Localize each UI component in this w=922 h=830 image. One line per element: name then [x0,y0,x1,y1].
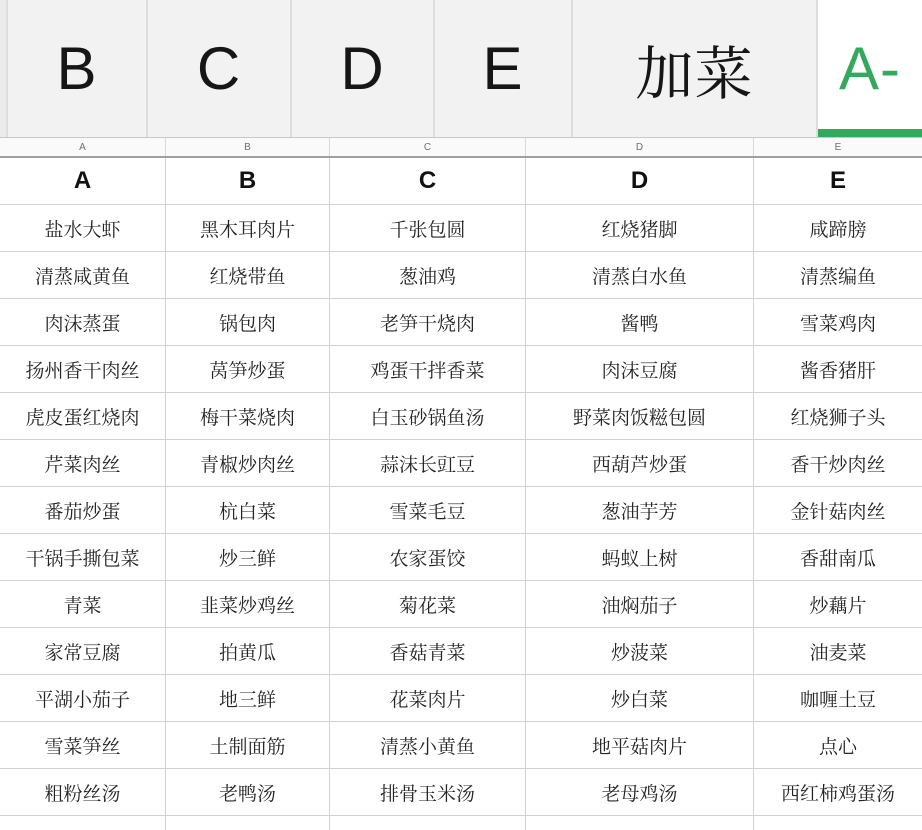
table-cell-empty-c1[interactable] [0,816,166,830]
table-cell-r13c3[interactable]: 清蒸小黄鱼 [330,722,526,769]
column-header-A[interactable]: A [0,138,166,156]
table-cell-r6c4[interactable]: 野菜肉饭糍包圆 [526,393,754,440]
table-cell-r10c4[interactable]: 油焖茄子 [526,581,754,628]
table-cell-r2c3[interactable]: 千张包圆 [330,205,526,252]
table-cell-r12c3[interactable]: 花菜肉片 [330,675,526,722]
sheet-tab-加菜[interactable]: 加菜 [573,0,818,137]
table-cell-r11c4[interactable]: 炒菠菜 [526,628,754,675]
table-cell-r6c1[interactable]: 虎皮蛋红烧肉 [0,393,166,440]
table-cell-r14c1[interactable]: 粗粉丝汤 [0,769,166,816]
table-cell-r4c5[interactable]: 雪菜鸡肉 [754,299,922,346]
table-cell-r2c1[interactable]: 盐水大虾 [0,205,166,252]
table-cell-r7c3[interactable]: 蒜沫长豇豆 [330,440,526,487]
table-cell-r2c2[interactable]: 黑木耳肉片 [166,205,330,252]
sheet-grid [0,158,922,830]
cell-C1[interactable]: C [330,158,526,205]
table-cell-r3c1[interactable]: 清蒸咸黄鱼 [0,252,166,299]
table-cell-r4c2[interactable]: 锅包肉 [166,299,330,346]
active-tab-underline [818,129,922,137]
table-cell-r3c4[interactable]: 清蒸白水鱼 [526,252,754,299]
table-cell-r4c3[interactable]: 老笋干烧肉 [330,299,526,346]
table-cell-r5c5[interactable]: 酱香猪肝 [754,346,922,393]
table-cell-r10c2[interactable]: 韭菜炒鸡丝 [166,581,330,628]
cell-E1[interactable]: E [754,158,922,205]
table-cell-r2c5[interactable]: 咸蹄膀 [754,205,922,252]
table-cell-r10c5[interactable]: 炒藕片 [754,581,922,628]
table-cell-r5c4[interactable]: 肉沫豆腐 [526,346,754,393]
cell-D1[interactable]: D [526,158,754,205]
table-cell-r2c4[interactable]: 红烧猪脚 [526,205,754,252]
table-cell-r9c4[interactable]: 蚂蚁上树 [526,534,754,581]
table-cell-empty-c2[interactable] [166,816,330,830]
table-cell-r5c1[interactable]: 扬州香干肉丝 [0,346,166,393]
column-header-D[interactable]: D [526,138,754,156]
table-cell-r6c5[interactable]: 红烧狮子头 [754,393,922,440]
table-cell-r4c1[interactable]: 肉沫蒸蛋 [0,299,166,346]
table-cell-r14c4[interactable]: 老母鸡汤 [526,769,754,816]
table-cell-empty-c3[interactable] [330,816,526,830]
table-cell-r3c2[interactable]: 红烧带鱼 [166,252,330,299]
sheet-tab-D[interactable]: D [292,0,435,137]
table-cell-r5c3[interactable]: 鸡蛋干拌香菜 [330,346,526,393]
partial-tab-edge[interactable] [0,0,8,137]
table-cell-r8c4[interactable]: 葱油芋芳 [526,487,754,534]
table-cell-r12c1[interactable]: 平湖小茄子 [0,675,166,722]
table-cell-r3c3[interactable]: 葱油鸡 [330,252,526,299]
table-cell-r6c3[interactable]: 白玉砂锅鱼汤 [330,393,526,440]
table-cell-r9c1[interactable]: 干锅手撕包菜 [0,534,166,581]
table-cell-r9c2[interactable]: 炒三鲜 [166,534,330,581]
table-cell-r13c4[interactable]: 地平菇肉片 [526,722,754,769]
table-cell-r13c2[interactable]: 土制面筋 [166,722,330,769]
table-cell-r10c1[interactable]: 青菜 [0,581,166,628]
table-cell-r13c1[interactable]: 雪菜笋丝 [0,722,166,769]
table-cell-r13c5[interactable]: 点心 [754,722,922,769]
table-cell-r9c5[interactable]: 香甜南瓜 [754,534,922,581]
table-cell-r9c3[interactable]: 农家蛋饺 [330,534,526,581]
table-cell-r8c1[interactable]: 番茄炒蛋 [0,487,166,534]
cell-B1[interactable]: B [166,158,330,205]
column-header-C[interactable]: C [330,138,526,156]
table-cell-r7c4[interactable]: 西葫芦炒蛋 [526,440,754,487]
sheet-tab-bar [0,0,922,138]
sheet-tab-B[interactable]: B [8,0,148,137]
table-cell-r3c5[interactable]: 清蒸编鱼 [754,252,922,299]
table-cell-r8c5[interactable]: 金针菇肉丝 [754,487,922,534]
table-cell-r11c2[interactable]: 拍黄瓜 [166,628,330,675]
table-cell-r12c5[interactable]: 咖喱土豆 [754,675,922,722]
table-cell-r5c2[interactable]: 莴笋炒蛋 [166,346,330,393]
column-header-B[interactable]: B [166,138,330,156]
table-cell-r11c3[interactable]: 香菇青菜 [330,628,526,675]
table-cell-r11c5[interactable]: 油麦菜 [754,628,922,675]
table-cell-r14c2[interactable]: 老鸭汤 [166,769,330,816]
table-cell-r14c3[interactable]: 排骨玉米汤 [330,769,526,816]
table-cell-r11c1[interactable]: 家常豆腐 [0,628,166,675]
table-cell-r7c5[interactable]: 香干炒肉丝 [754,440,922,487]
table-cell-empty-c5[interactable] [754,816,922,830]
table-cell-r14c5[interactable]: 西红柿鸡蛋汤 [754,769,922,816]
table-cell-r12c2[interactable]: 地三鲜 [166,675,330,722]
table-cell-r8c3[interactable]: 雪菜毛豆 [330,487,526,534]
table-cell-r6c2[interactable]: 梅干菜烧肉 [166,393,330,440]
table-cell-r12c4[interactable]: 炒白菜 [526,675,754,722]
sheet-tab-C[interactable]: C [148,0,292,137]
table-cell-r4c4[interactable]: 酱鸭 [526,299,754,346]
sheet-tab-E[interactable]: E [435,0,573,137]
cell-A1[interactable]: A [0,158,166,205]
table-cell-r8c2[interactable]: 杭白菜 [166,487,330,534]
table-cell-r10c3[interactable]: 菊花菜 [330,581,526,628]
table-cell-empty-c4[interactable] [526,816,754,830]
table-cell-r7c2[interactable]: 青椒炒肉丝 [166,440,330,487]
sheet-tab-A-[interactable]: A- [818,0,922,137]
column-letter-strip [0,138,922,158]
table-cell-r7c1[interactable]: 芹菜肉丝 [0,440,166,487]
column-header-E[interactable]: E [834,141,842,153]
